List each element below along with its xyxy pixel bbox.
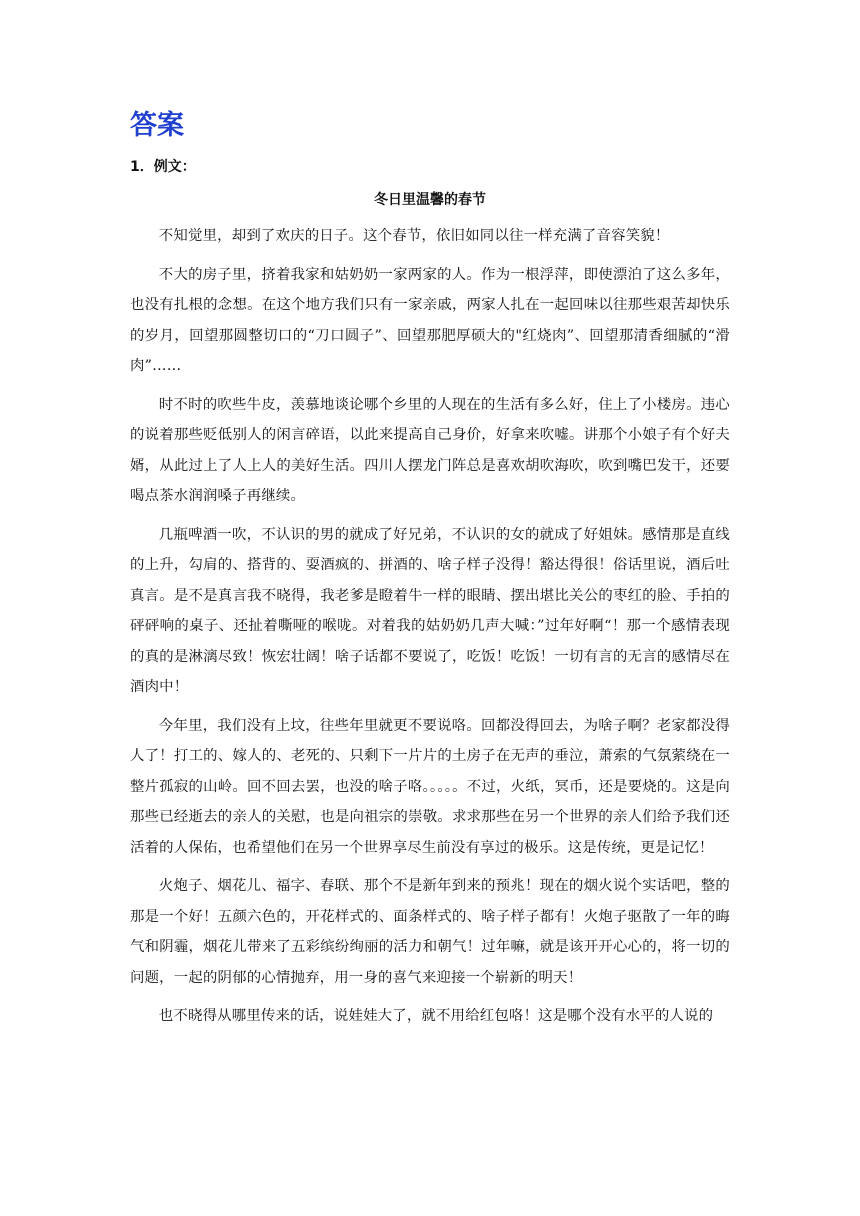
essay-body — [130, 221, 730, 1040]
question-number: 1． — [130, 159, 154, 175]
essay-paragraph: 时不时的吹些牛皮，羡慕地谈论哪个乡里的人现在的生活有多么好，住上了小楼房。违心的说着那些贬低别人的闲言碎语，以此来提高自己身价，好拿来吹嘘。讲那个小娘子有个好夫婿，从此过上了人上人的美好生活。四川人摆龙门阵总是喜欢胡吹海吹，吹到嘴巴发干，还要喝点茶水润润嗓子再继续。 — [130, 396, 730, 504]
essay-paragraph: 火炮子、烟花儿、福字、春联、那个不是新年到来的预兆！现在的烟火说个实话吧，整的那是一个好！五颜六色的，开花样式的、面条样式的、啥子样子都有！火炮子驱散了一年的晦气和阴霾，烟花儿带来了五彩缤纷绚丽的活力和朝气！过年嘛，就是该开开心心的，将一切的问题，一起的阴郁的心情抛弃，用一身的喜气来迎接一个崭新的明天！ — [130, 878, 730, 986]
essay-paragraph: 今年里，我们没有上坟，往些年里就更不要说咯。回都没得回去，为啥子啊？老家都没得人了！打工的、嫁人的、老死的、只剩下一片片的土房子在无声的垂泣，萧索的气氛萦绕在一整片孤寂的山岭。回不回去罢，也没的啥子咯。。。。。不过，火纸，冥币，还是要烧的。这是向那些已经逝去的亲人的关慰，也是向祖宗的崇敬。求求那些在另一个世界的亲人们给予我们还活着的人保佑，也希望他们在另一个世界享尽生前没有享过的极乐。这是传统，更是记忆！ — [130, 717, 730, 856]
answer-heading: 答案 — [130, 110, 184, 141]
essay-paragraph: 不大的房子里，挤着我家和姑奶奶一家两家的人。作为一根浮萍，即使漂泊了这么多年，也没有扎根的念想。在这个地方我们只有一家亲戚，两家人扎在一起回味以往那些艰苦却快乐的岁月，回望那圆整切口的“刀口圆子”、回望那肥厚硕大的"红烧肉”、回望那清香细腻的“滑肉”…… — [130, 266, 730, 374]
essay-title: 冬日里温馨的春节 — [374, 192, 486, 208]
question-item — [130, 156, 196, 178]
question-label: 例文： — [153, 159, 196, 175]
essay-paragraph: 几瓶啤酒一吹，不认识的男的就成了好兄弟，不认识的女的就成了好姐妹。感情那是直线的上升，勾肩的、搭背的、耍酒疯的、拼酒的、啥子样子没得！豁达得很！俗话里说，酒后吐真言。是不是真言我不晓得，我老爹是瞪着牛一样的眼睛、摆出堪比关公的枣红的脸、手拍的砰砰响的桌子、还扯着嘶哑的喉咙。对着我的姑奶奶几声大喊：”过年好啊“！那一个感情表现的真的是淋漓尽致！恢宏壮阔！啥子话都不要说了，吃饭！吃饭！一切有言的无言的感情尽在酒肉中！ — [130, 526, 730, 695]
essay-paragraph: 也不晓得从哪里传来的话，说娃娃大了，就不用给红包咯！这是哪个没有水平的人说的 — [158, 1008, 714, 1024]
essay-paragraph: 不知觉里，却到了欢庆的日子。这个春节，依旧如同以往一样充满了音容笑貌！ — [158, 228, 670, 244]
